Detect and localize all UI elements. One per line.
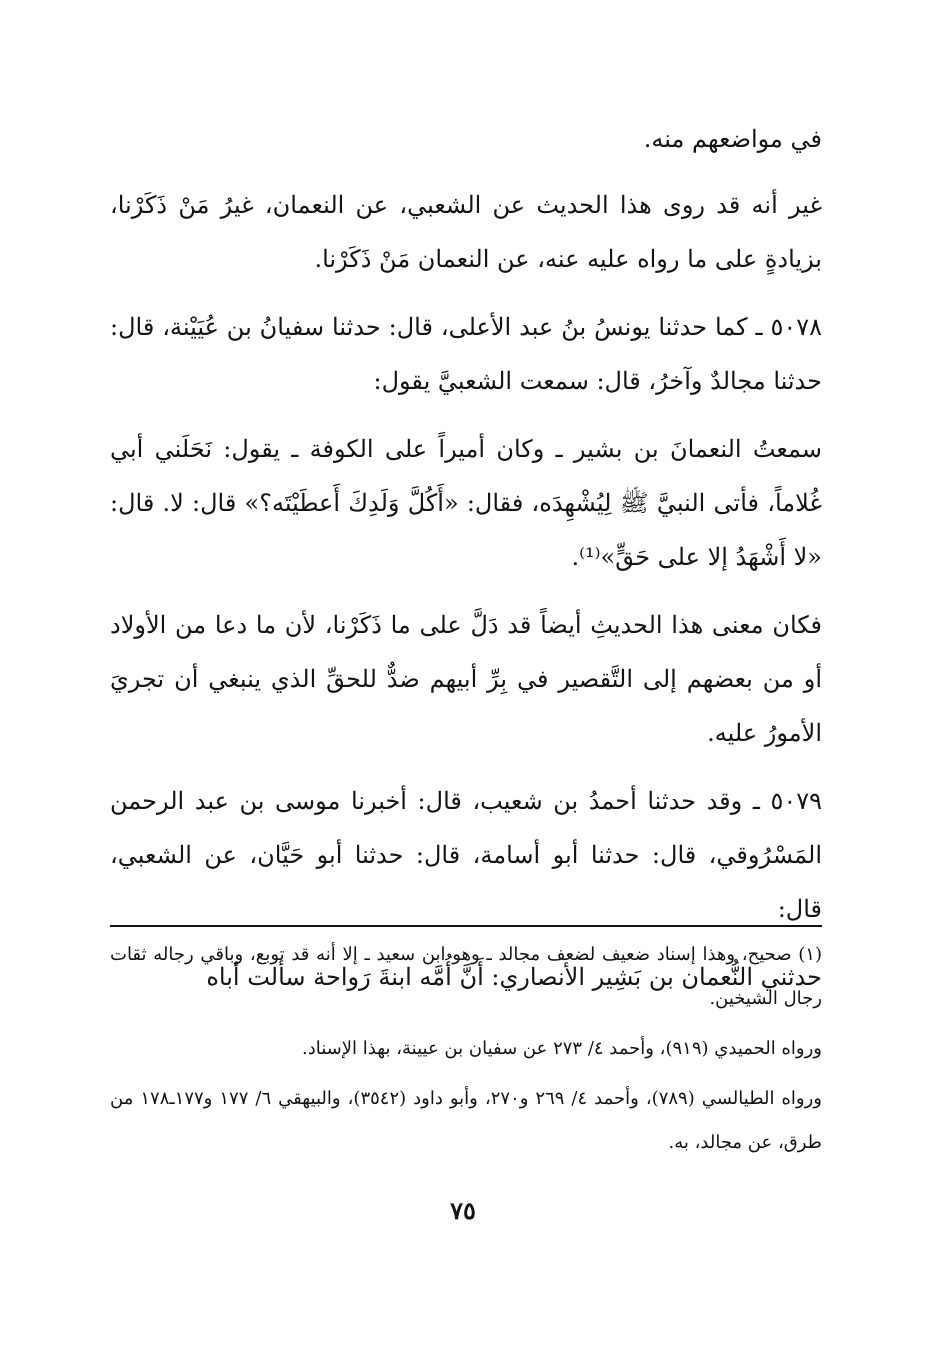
page-number: ٧٥ <box>450 1196 476 1225</box>
paragraph-1: في مواضعهم منه. <box>643 125 822 153</box>
hadith-5078-text: سمعتُ النعمانَ بن بشير ـ وكان أميراً على الكوفة ـ يقول: نَحَلَني أبي غُلاماً، فأتى النبيَّ ﷺ لِيُشْهِدَه، فقال: «أَكُلَّ وَلَدِكَ أَعطَيْتَه؟» قال: لا. قال: «لا أَشْهَدُ إلا على حَقٍّ»⁽¹⁾. <box>110 435 822 571</box>
paragraph-2: غير أنه قد روى هذا الحديث عن الشعبي، عن النعمان، غيرُ مَنْ ذَكَرْنا، بزيادةٍ على ما رواه عليه عنه، عن النعمان مَنْ ذَكَرْنا. <box>110 191 822 273</box>
footnotes <box>110 925 822 1171</box>
main-text <box>110 112 822 1018</box>
footnote-1: (١) صحيح، وهذا إسناد ضعيف لضعف مجالد ـ وهو ابن سعيد ـ إلا أنه قد توبع، وباقي رجاله ثقات رجال الشيخين. <box>110 944 822 1009</box>
footnote-3: ورواه الطيالسي (٧٨٩)، وأحمد ٤/ ٢٦٩ و٢٧٠، وأبو داود (٣٥٤٢)، والبيهقي ٦/ ١٧٧ و١٧٧ـ١٧٨ من طرق، عن مجالد، به. <box>110 1088 822 1153</box>
footnote-2: ورواه الحميدي (٩١٩)، وأحمد ٤/ ٢٧٣ عن سفيان بن عيينة، بهذا الإسناد. <box>302 1038 822 1059</box>
commentary-paragraph: فكان معنى هذا الحديثِ أيضاً قد دَلَّ على ما ذَكَرْنا، لأن ما دعا من الأولاد أو من بعضهم إلى التَّقصير في بِرِّ أبيهم ضدٌّ للحقِّ الذي ينبغي أن تجريَ الأمورُ عليه. <box>110 611 822 747</box>
hadith-5079-text: حدثني النُّعمان بن بَشِير الأنصاري: أَنَّ أُمَّه ابنةَ رَواحة سألت أباه <box>206 963 822 991</box>
hadith-5079-chain: ٥٠٧٩ ـ وقد حدثنا أحمدُ بن شعيب، قال: أخبرنا موسى بن عبد الرحمن المَسْرُوقي، قال: حدثنا أبو أسامة، قال: حدثنا أبو حَيَّان، عن الشعبي، قال: <box>110 787 822 923</box>
hadith-5078-chain: ٥٠٧٨ ـ كما حدثنا يونسُ بنُ عبد الأعلى، قال: حدثنا سفيانُ بن عُيَيْنة، قال: حدثنا مجالدٌ وآخرُ، قال: سمعت الشعبيَّ يقول: <box>110 313 822 395</box>
